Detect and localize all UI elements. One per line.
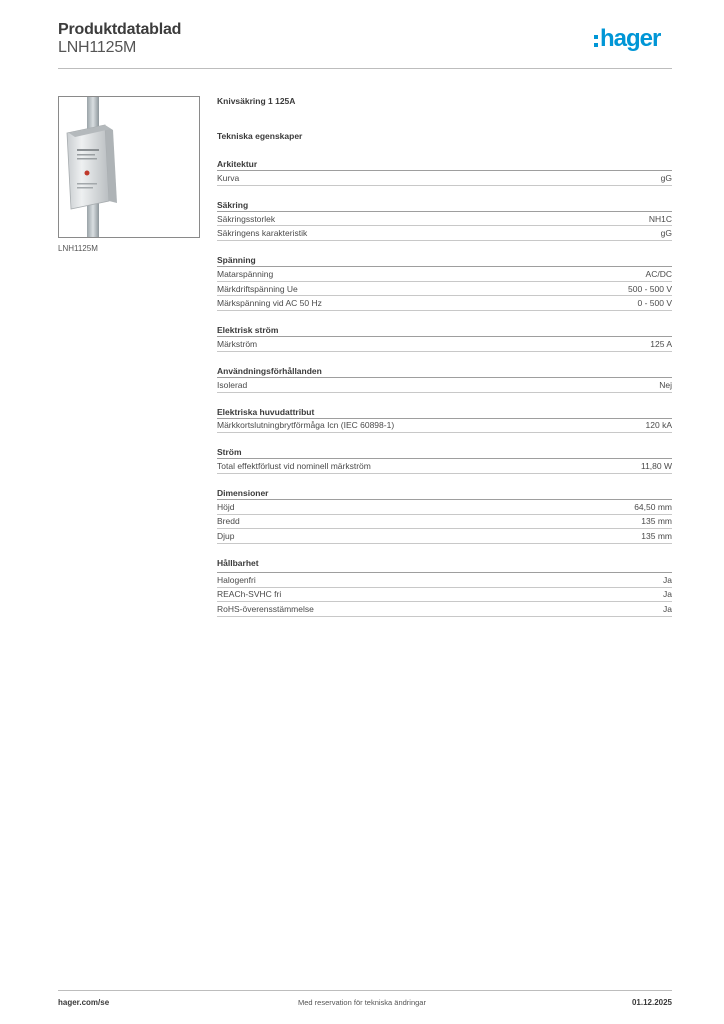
hager-logo xyxy=(594,25,660,59)
section-title: Elektriska huvudattribut xyxy=(217,406,315,417)
spec-section xyxy=(217,557,672,617)
spec-label: Djup xyxy=(217,531,235,542)
logo-text: hager xyxy=(600,25,661,52)
spec-label: Märkström xyxy=(217,338,258,349)
spec-label: Märkspänning vid AC 50 Hz xyxy=(217,298,322,309)
spec-value: gG xyxy=(660,172,672,183)
spec-row xyxy=(217,459,672,474)
spec-value: 11,80 W xyxy=(640,461,672,472)
spec-section xyxy=(217,446,672,474)
spec-section xyxy=(217,324,672,352)
section-title: Säkring xyxy=(217,199,249,210)
section-title: Arkitektur xyxy=(217,159,258,169)
spec-section xyxy=(217,158,672,186)
spec-row xyxy=(217,226,672,241)
spec-value: gG xyxy=(660,228,672,239)
spec-section xyxy=(217,199,672,241)
knife-fuse-image xyxy=(59,97,199,237)
spec-value: NH1C xyxy=(648,213,672,224)
image-caption: LNH1125M xyxy=(58,244,98,253)
spec-value: 125 A xyxy=(650,338,672,349)
spec-label: Total effektförlust vid nominell märkström xyxy=(217,461,371,472)
spec-label: RoHS-överensstämmelse xyxy=(217,604,314,615)
spec-heading: Tekniska egenskaper xyxy=(217,131,303,141)
spec-value: Ja xyxy=(663,589,672,600)
spec-section xyxy=(217,406,672,434)
spec-row xyxy=(217,500,672,515)
spec-row xyxy=(217,171,672,186)
spec-section xyxy=(217,254,672,311)
spec-row xyxy=(217,419,672,434)
spec-label: REACh-SVHC fri xyxy=(217,589,282,600)
spec-row xyxy=(217,378,672,393)
footer-divider xyxy=(58,990,672,991)
spec-label: Halogenfri xyxy=(217,574,256,585)
spec-label: Säkringens karakteristik xyxy=(217,228,308,239)
spec-row xyxy=(217,337,672,352)
spec-value: Nej xyxy=(659,379,672,390)
spec-section xyxy=(217,487,672,544)
product-name: Knivsäkring 1 125A xyxy=(217,96,296,106)
section-title: Ström xyxy=(217,447,242,458)
spec-value: Ja xyxy=(663,574,672,585)
spec-row xyxy=(217,282,672,297)
spec-value: AC/DC xyxy=(645,268,672,279)
spec-row xyxy=(217,267,672,282)
product-image-frame xyxy=(58,96,200,238)
spec-label: Säkringsstorlek xyxy=(217,213,276,224)
footer-date: 01.12.2025 xyxy=(631,998,672,1007)
spec-row xyxy=(217,296,672,311)
section-title: Spänning xyxy=(217,255,256,266)
product-code: LNH1125M xyxy=(58,39,137,56)
spec-sections xyxy=(217,158,672,617)
spec-section xyxy=(217,365,672,393)
spec-label: Märkdriftspänning Ue xyxy=(217,283,298,294)
spec-value: 120 kA xyxy=(645,420,672,431)
spec-value: 135 mm xyxy=(641,531,672,542)
section-title: Dimensioner xyxy=(217,487,269,498)
spec-label: Kurva xyxy=(217,172,240,183)
spec-row xyxy=(217,602,672,617)
spec-label: Märkkortslutningbrytförmåga Icn (IEC 60898-1) xyxy=(217,420,395,431)
section-title: Hållbarhet xyxy=(217,557,259,568)
spec-value: 64,50 mm xyxy=(634,501,672,512)
spec-value: 0 - 500 V xyxy=(637,298,672,309)
logo-dots-icon xyxy=(594,35,598,47)
spec-label: Matarspänning xyxy=(217,268,274,279)
spec-value: 500 - 500 V xyxy=(628,283,672,294)
spec-row xyxy=(217,573,672,588)
page-title: Produktdatablad xyxy=(58,21,182,38)
spec-row xyxy=(217,588,672,603)
spec-row xyxy=(217,529,672,544)
spec-value: Ja xyxy=(663,604,672,615)
header-divider xyxy=(58,68,672,69)
spec-row xyxy=(217,515,672,530)
spec-label: Höjd xyxy=(217,501,235,512)
footer-website-link[interactable]: hager.com/se xyxy=(58,998,110,1007)
spec-label: Isolerad xyxy=(217,379,248,390)
spec-value: 135 mm xyxy=(641,516,672,527)
section-title: Elektrisk ström xyxy=(217,325,279,336)
spec-label: Bredd xyxy=(217,516,240,527)
spec-row xyxy=(217,212,672,227)
footer-disclaimer: Med reservation för tekniska ändringar xyxy=(298,998,426,1007)
spec-content xyxy=(217,96,672,617)
section-title: Användningsförhållanden xyxy=(217,365,322,376)
